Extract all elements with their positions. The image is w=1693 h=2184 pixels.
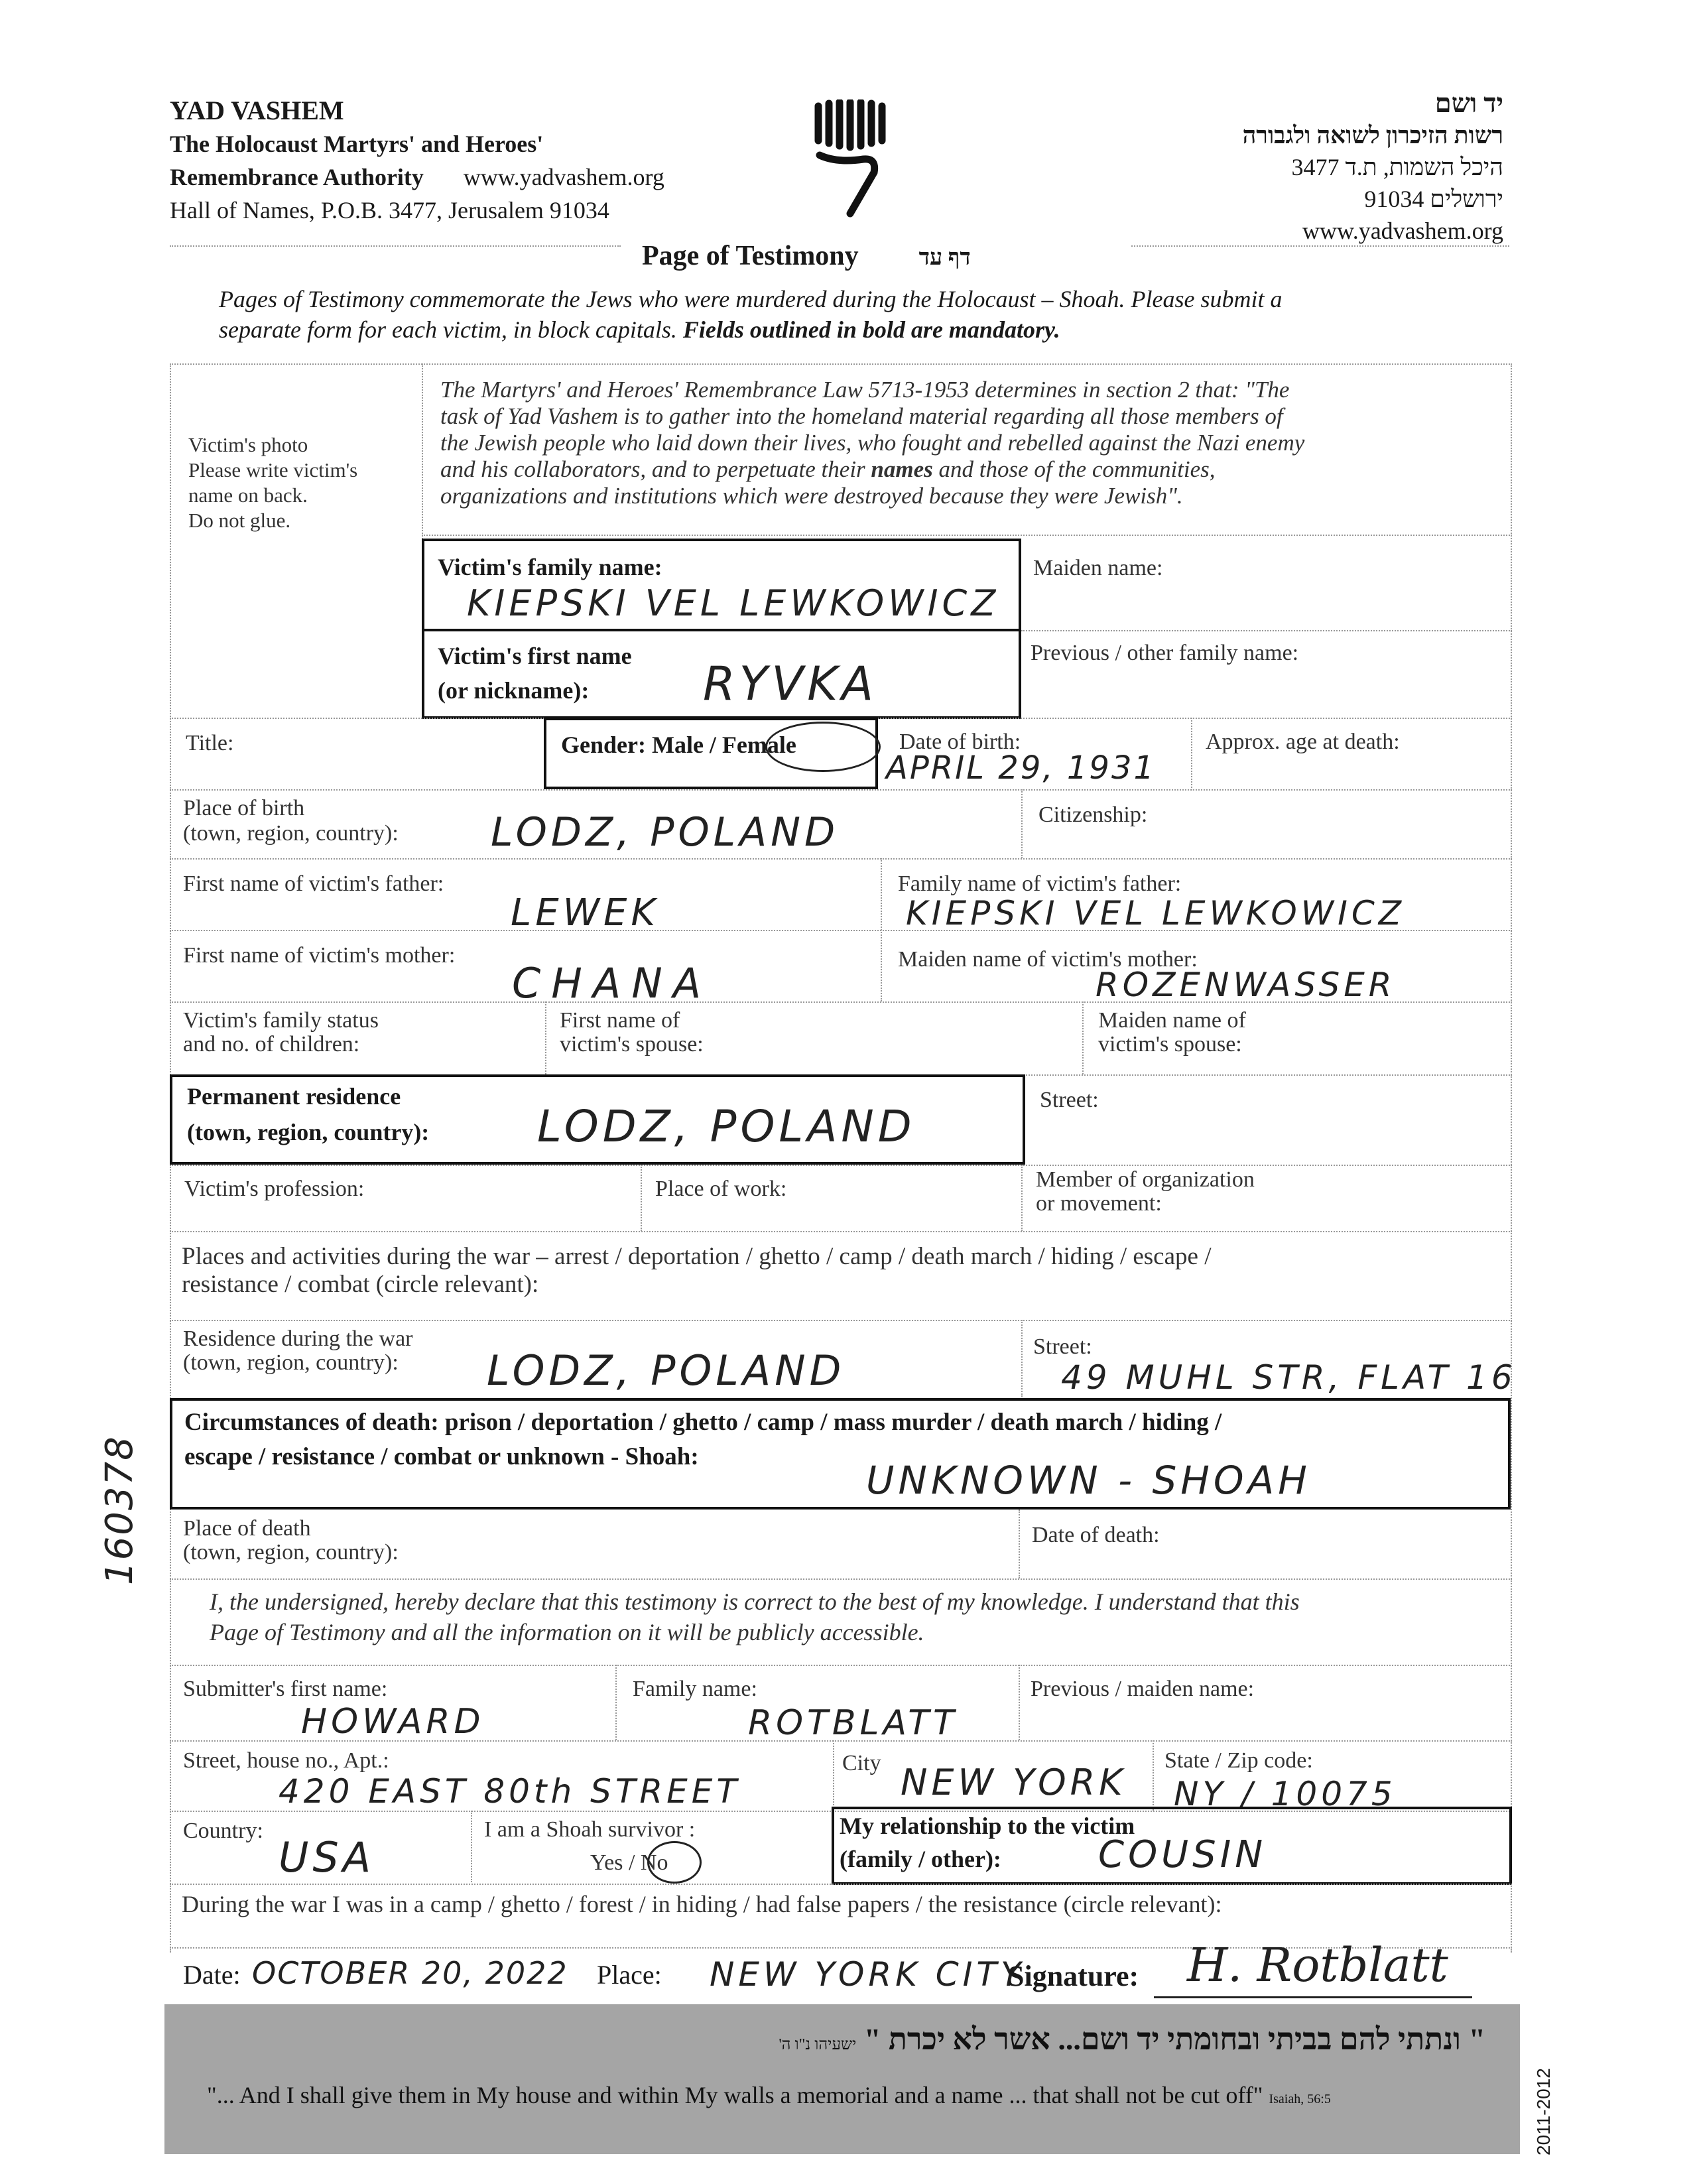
- intro-line2a: separate form for each victim, in block capitals.: [219, 316, 677, 343]
- member-org-label-1: Member of organization: [1036, 1167, 1255, 1192]
- law-line: task of Yad Vashem is to gather into the homeland material regarding all those members of: [440, 403, 1283, 429]
- street-house-value[interactable]: 420 EAST 80th STREET: [279, 1772, 741, 1811]
- org-line2: Remembrance Authority: [170, 164, 424, 190]
- website-left: www.yadvashem.org: [463, 164, 664, 190]
- relationship-value[interactable]: COUSIN: [1098, 1833, 1267, 1876]
- mother-maiden-label: Maiden name of victim's mother:: [898, 947, 1198, 972]
- citizenship-label: Citizenship:: [1038, 803, 1148, 827]
- title-label: Title:: [186, 731, 234, 755]
- pob-label-2: (town, region, country):: [183, 821, 399, 846]
- street-war-label: Street:: [1033, 1334, 1092, 1359]
- country-label: Country:: [183, 1819, 263, 1843]
- spouse-maiden-label-1: Maiden name of: [1098, 1008, 1246, 1033]
- pob-label-1: Place of birth: [183, 796, 305, 820]
- state-zip-value[interactable]: NY / 10075: [1174, 1775, 1397, 1813]
- signature-line: [1154, 1996, 1472, 1998]
- footer-english-quote: "... And I shall give them in My house and within My walls a memorial and a name ... that shall not be cut off": [207, 2082, 1263, 2108]
- during-war-label: During the war I was in a camp / ghetto / forest / in hiding / had false papers / the resistance (circle relevant):: [182, 1891, 1222, 1917]
- declaration-line: I, the undersigned, hereby declare that this testimony is correct to the best of my knowledge. I understand that this: [210, 1588, 1300, 1615]
- law-fragment: and his collaborators, and to perpetuate their: [440, 456, 865, 482]
- mother-maiden-value[interactable]: ROZENWASSER: [1096, 966, 1396, 1004]
- intro-line2-row: [219, 314, 1282, 345]
- footer-hebrew-quote: " ונתתי להם בביתי ובחומתי יד ושם... אשר לא יכרת ": [863, 2022, 1485, 2056]
- father-first-value[interactable]: LEWEK: [511, 891, 660, 934]
- heb-line2: היכל השמות, ת.ד 3477: [1291, 154, 1503, 180]
- margin-number: 160378: [98, 1435, 141, 1585]
- heb-line1: רשות הזיכרון לשואה ולגבורה: [1242, 122, 1503, 149]
- menorah-logo-icon: [810, 99, 890, 219]
- circumstances-label-2: escape / resistance / combat or unknown - Shoah:: [184, 1443, 699, 1470]
- survivor-label: I am a Shoah survivor :: [484, 1817, 696, 1842]
- maiden-name-label: Maiden name:: [1033, 556, 1163, 580]
- photo-note-line: Please write victim's: [188, 458, 358, 482]
- res-war-value[interactable]: LODZ, POLAND: [487, 1346, 846, 1395]
- footer-english-row: [207, 2081, 1331, 2109]
- city-label: City: [842, 1751, 881, 1775]
- family-name-value[interactable]: KIEPSKI VEL LEWKOWICZ: [467, 582, 1000, 624]
- org-header: [170, 94, 664, 227]
- org-address: Hall of Names, P.O.B. 3477, Jerusalem 91034: [170, 197, 609, 224]
- country-value[interactable]: USA: [279, 1833, 375, 1882]
- place-of-work-label: Place of work:: [655, 1177, 787, 1201]
- photo-note-line: Do not glue.: [188, 509, 291, 532]
- family-status-label-1: Victim's family status: [183, 1008, 379, 1033]
- circumstances-label-1: Circumstances of death: prison / deportation / ghetto / camp / mass murder / death march / hiding /: [184, 1409, 1222, 1436]
- form-code: 2011-2012: [1533, 2068, 1554, 2155]
- member-org-label-2: or movement:: [1036, 1191, 1162, 1216]
- places-label-1: Places and activities during the war – arrest / deportation / ghetto / camp / death march / hiding / escape /: [182, 1243, 1212, 1270]
- spouse-maiden-label-2: victim's spouse:: [1098, 1032, 1242, 1057]
- photo-note: [188, 432, 357, 533]
- date-death-label: Date of death:: [1032, 1523, 1160, 1547]
- first-name-label-2: (or nickname):: [438, 677, 590, 704]
- law-text: [440, 377, 1304, 509]
- place-value[interactable]: NEW YORK CITY: [710, 1955, 1025, 1994]
- declaration: [210, 1586, 1300, 1647]
- law-line: The Martyrs' and Heroes' Remembrance Law 5713-1953 determines in section 2 that: "The: [440, 377, 1290, 403]
- perm-res-label-2: (town, region, country):: [187, 1119, 430, 1145]
- law-fragment: and those of the communities,: [938, 456, 1216, 482]
- relationship-label-2: (family / other):: [840, 1846, 1001, 1872]
- spouse-first-label-2: victim's spouse:: [560, 1032, 704, 1057]
- signature-label: Signature:: [1008, 1960, 1139, 1992]
- circumstances-value[interactable]: UNKNOWN - SHOAH: [866, 1458, 1311, 1503]
- law-names: names: [871, 456, 933, 482]
- father-family-value[interactable]: KIEPSKI VEL LEWKOWICZ: [906, 894, 1406, 932]
- previous-family-label: Previous / other family name:: [1031, 641, 1299, 665]
- footer-hebrew-ref: ישעיהו נ"ו ה': [779, 2036, 857, 2053]
- declaration-line: Page of Testimony and all the information on it will be publicly accessible.: [210, 1619, 924, 1645]
- perm-res-label-1: Permanent residence: [187, 1083, 401, 1110]
- state-zip-label: State / Zip code:: [1164, 1748, 1313, 1773]
- sub-family-label: Family name:: [633, 1677, 757, 1701]
- photo-note-line: name on back.: [188, 483, 308, 507]
- place-death-label-2: (town, region, country):: [183, 1540, 399, 1565]
- yes-no-label: Yes / No: [590, 1850, 668, 1875]
- profession-label: Victim's profession:: [184, 1177, 365, 1201]
- city-value[interactable]: NEW YORK: [901, 1762, 1127, 1803]
- page-title-en: Page of Testimony: [642, 241, 859, 271]
- law-line: [440, 456, 1304, 483]
- pob-value[interactable]: LODZ, POLAND: [491, 809, 840, 856]
- dob-label: Date of birth:: [899, 730, 1021, 754]
- place-death-label-1: Place of death: [183, 1516, 311, 1541]
- survivor-circle-no: [647, 1841, 702, 1884]
- mother-first-value[interactable]: CHANA: [512, 959, 712, 1007]
- page-title: [642, 240, 971, 272]
- org-name: YAD VASHEM: [170, 96, 344, 125]
- place-label: Place:: [597, 1960, 662, 1990]
- law-line: the Jewish people who laid down their lives, who fought and rebelled against the Nazi enemy: [440, 430, 1305, 456]
- relationship-label-1: My relationship to the victim: [840, 1813, 1135, 1839]
- first-name-value[interactable]: RYVKA: [703, 657, 878, 711]
- first-name-label-1: Victim's first name: [438, 643, 632, 669]
- gender-circle-female: [765, 722, 881, 772]
- street-label: Street:: [1040, 1088, 1099, 1112]
- signature-value[interactable]: H. Rotblatt: [1187, 1938, 1448, 1992]
- footer-english-ref: Isaiah, 56:5: [1269, 2092, 1331, 2106]
- sub-family-value[interactable]: ROTBLATT: [748, 1703, 958, 1743]
- spouse-first-label-1: First name of: [560, 1008, 680, 1033]
- family-name-label: Victim's family name:: [438, 554, 662, 580]
- street-house-label: Street, house no., Apt.:: [183, 1748, 389, 1773]
- intro-text: [219, 284, 1282, 345]
- org-header-hebrew: [1243, 88, 1503, 247]
- sub-first-label: Submitter's first name:: [183, 1677, 388, 1701]
- street-war-value[interactable]: 49 MUHL STR, FLAT 16: [1061, 1358, 1517, 1397]
- family-status-label-2: and no. of children:: [183, 1032, 360, 1057]
- law-line: organizations and institutions which were destroyed because they were Jewish".: [440, 483, 1183, 509]
- res-war-label-1: Residence during the war: [183, 1326, 413, 1351]
- age-at-death-label: Approx. age at death:: [1206, 730, 1400, 754]
- org-line1: The Holocaust Martyrs' and Heroes': [170, 131, 544, 157]
- website-right: www.yadvashem.org: [1302, 218, 1503, 244]
- mother-first-label: First name of victim's mother:: [183, 943, 456, 968]
- heb-name: יד ושם: [1434, 88, 1503, 118]
- intro-line1: Pages of Testimony commemorate the Jews who were murdered during the Holocaust – Shoah. Please submit a: [219, 286, 1283, 312]
- sub-prev-label: Previous / maiden name:: [1031, 1677, 1255, 1701]
- father-first-label: First name of victim's father:: [183, 871, 444, 896]
- date-label: Date:: [183, 1960, 241, 1990]
- footer-hebrew-row: [371, 2022, 1485, 2057]
- places-label-2: resistance / combat (circle relevant):: [182, 1271, 539, 1298]
- page-title-he: דף עד: [918, 245, 971, 270]
- father-family-label: Family name of victim's father:: [898, 871, 1182, 896]
- org-line2-row: [170, 161, 664, 194]
- perm-res-value[interactable]: LODZ, POLAND: [537, 1101, 916, 1152]
- intro-line2b: Fields outlined in bold are mandatory.: [682, 316, 1060, 343]
- gender-label: Gender: Male / Female: [561, 732, 796, 758]
- dob-value[interactable]: APRIL 29, 1931: [886, 749, 1157, 787]
- res-war-label-2: (town, region, country):: [183, 1350, 399, 1375]
- date-value[interactable]: OCTOBER 20, 2022: [252, 1955, 568, 1991]
- heb-line3: ירושלים 91034: [1364, 186, 1503, 212]
- photo-note-line: Victim's photo: [188, 433, 308, 456]
- sub-first-value[interactable]: HOWARD: [301, 1702, 485, 1742]
